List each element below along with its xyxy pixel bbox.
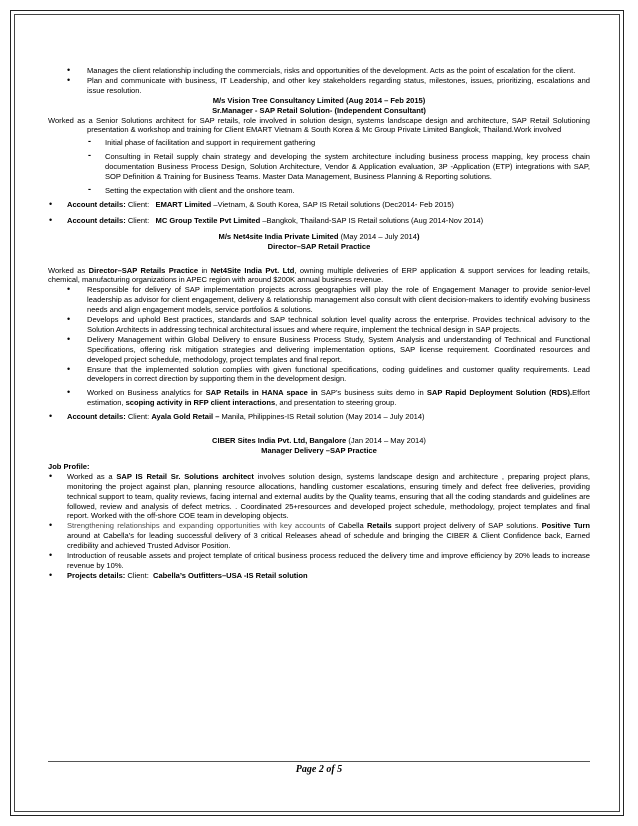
net4site-company-heading: M/s Net4site India Private Limited (May 2014 – July 2014) (218, 231, 420, 241)
account-detail-ayala: • Account details: Client: Ayala Gold Retail – Manila, Philippines-IS Retail solution (May 2014 – July 2014) (48, 412, 590, 422)
top-bullet-list (48, 66, 590, 96)
list-item: • Worked as a SAP IS Retail Sr. Solutions architect involves solution design, systems landscape design and architecture , preparing project plans, monitoring the project against plan, planning resource allocations, handling customer escalations, ensuring timely and defect free deliveries, providing technical support to team, quality reviews, facing internal and external audits by the Quality teams, ensuring that all the coding standards and guidelines are followed, review and analysis of defect metrics. . Coordinated 25+resources and developed project schedule, methodology, project templates and final report. Worked with the off-shore COE team in developing objects. (48, 472, 590, 522)
dash-item: - Setting the expectation with client and the onshore team. (48, 186, 590, 196)
resume-page-content (48, 66, 590, 581)
ciber-company-heading: CIBER Sites India Pvt. Ltd, Bangalore (Jan 2014 – May 2014) (212, 436, 426, 446)
account-detail-mcgroup: • Account details: Client: MC Group Textile Pvt Limited –Bangkok, Thailand-SAP IS Retail solutions (Aug 2014-Nov 2014) (48, 216, 590, 226)
list-item: • Worked on Business analytics for SAP Retails in HANA space in SAP’s business suits demo in SAP Rapid Deployment Solution (RDS).Effort estimation, scoping activity in RFP client interactions, and presentation to steering group. (48, 388, 590, 408)
dash-item: - Initial phase of facilitation and support in requirement gathering (48, 138, 590, 148)
footer-divider (48, 761, 590, 762)
list-item: • Introduction of reusable assets and project template of critical business process reduced the delivery time and improve efficiency by 20% leads to increase revenue by 10%. (48, 551, 590, 571)
page-number: Page 2 of 5 (295, 764, 343, 775)
ciber-role-heading: Manager Delivery –SAP Practice (261, 446, 377, 455)
account-detail-emart: • Account details: Client: EMART Limited –Vietnam, & South Korea, SAP IS Retail solutions (Dec2014- Feb 2015) (48, 200, 590, 210)
list-item: • Ensure that the implemented solution complies with given functional specifications, coding guidelines and customer quality requirements. Lead developers in correct direction by supporting them in the development design. (48, 365, 590, 385)
dash-item: - Consulting in Retail supply chain strategy and developing the system architecture including business process mapping, key process chain documentation Business Process Design, Solution Architecture, Vendor & Application evaluation, 3P -Application (ETP) integrations with SAP, SOP Definition & Training for Business Teams. Master Data Management, Business Planning & Reporting solutions. (48, 152, 590, 182)
net4site-bullet-list (48, 285, 590, 408)
list-item: • Plan and communicate with business, IT Leadership, and other key stakeholders regarding status, milestones, issues, prioritizing, escalations and issue resolution. (48, 76, 590, 96)
net4site-intro: Worked as Director–SAP Retails Practice in Net4Site India Pvt. Ltd, owning multiple deliveries of ERP application & support services for leading retails, chemical, manufacturing organizations in APEC region with around $200K annual business revenue. (48, 265, 590, 285)
vision-company-heading: M/s Vision Tree Consultancy Limited (Aug 2014 – Feb 2015) (212, 95, 426, 105)
job-profile-heading: Job Profile: (48, 461, 90, 471)
net4site-role-heading: Director–SAP Retail Practice (267, 241, 371, 251)
list-item: • Delivery Management within Global Delivery to ensure Business Process Study, System Analysis and understanding of Technical and Functional Specifications, offering risk mitigation strategies and delivering implementation options, SAP license requirement. Coordinated resources and developed project schedule, methodology, project templates and final report. (48, 335, 590, 365)
list-item: • Responsible for delivery of SAP implementation projects across geographies will play the role of Engagement Manager to provide senior-level leadership as advisor for client engagement, delivery & relationship management also consult with client decision-makers to identify evolving business needs and align engagement models, service portfolios & solutions. (48, 285, 590, 315)
vision-intro: Worked as a Senior Solutions architect for SAP retails, role involved in solution design, systems landscape design and architecture, SAP Retail Solutioning presentation & workshop and training for Client EMART Vietnam & South Korea & Mc Group Private Limited Bangkok, Thailand.Work involved (48, 115, 590, 135)
list-item: • Manages the client relationship including the commercials, risks and opportunities of the development. Acts as the point of escalation for the client. (48, 66, 590, 76)
list-item: • Strengthening relationships and expanding opportunities with key accounts of Cabella Retails support project delivery of SAP solutions. Positive Turn around at Cabella’s for leading successful delivery of 3 critical Releases ahead of schedule and bringing the CIBER & Client Confidence back, Earned credibility and achieved Trusted Advisor Position. (48, 521, 590, 551)
ciber-bullet-list (48, 472, 590, 581)
list-item: • Projects details: Client: Cabella’s Outfitters–USA -IS Retail solution (48, 571, 590, 581)
vision-role-heading: Sr.Manager - SAP Retail Solution- (Independent Consultant) (212, 105, 426, 115)
list-item: • Develops and uphold Best practices, standards and SAP technical solution level quality across the enterprise. Provides technical advisory to the Solution Architects in addressing technical architectural issues and where require, implement the technical design in SAP projects. (48, 315, 590, 335)
